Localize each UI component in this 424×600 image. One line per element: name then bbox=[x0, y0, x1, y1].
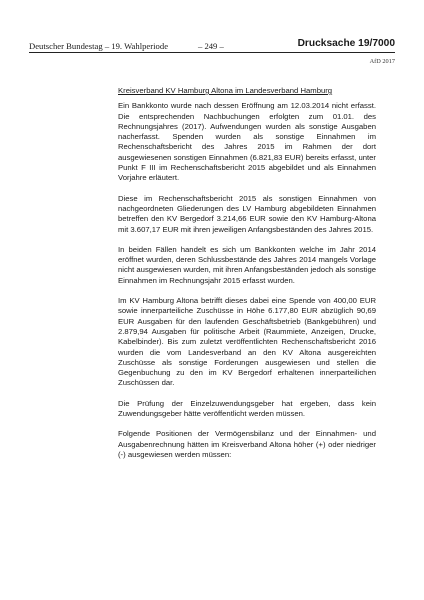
paragraph-kv-altona-details: Im KV Hamburg Altona betrifft dieses dabei eine Spende von 400,00 EUR sowie innerparteiliche Zuschüsse in Höhe 6.177,80 EUR abzüglich 90,69 EUR Ausgaben für den laufenden Geschäftsbetrieb (Bankgebühren) und 2.879,94 Ausgaben für politische Arbeit (Raummiete, Anzeigen, Drucke, Kabelbinder). Bis zum zuletzt veröffentlichten Rechenschaftsbericht 2016 wurden die vom Landesverband an den KV Altona ausgereichten Zuschüsse als sonstige Forderungen ausgewiesen und stellen die Gegenbuchung zu den im KV Bergedorf erhaltenen innerparteilichen Zuschüssen dar. bbox=[118, 296, 376, 388]
paragraph-positions-intro: Folgende Positionen der Vermögensbilanz und der Einnahmen- und Ausgabenrechnung hätten im Kreisverband Altona höher (+) oder niedriger (-) ausgewiesen werden müssen: bbox=[118, 429, 376, 459]
header-page-number: – 249 – bbox=[198, 41, 224, 51]
header-divider bbox=[29, 52, 395, 53]
paragraph-donor-check: Die Prüfung der Einzelzuwendungsgeber hat ergeben, dass kein Zuwendungsgeber hätte veröffentlicht werden müssen. bbox=[118, 398, 376, 419]
header-document-id: Drucksache 19/7000 bbox=[297, 38, 395, 49]
section-body bbox=[118, 86, 376, 470]
paragraph-other-income: Diese im Rechenschaftsbericht 2015 als sonstigen Einnahmen von nachgeordneten Gliederungen des LV Hamburg abgebildeten Einnahmen betreffen den KV Bergedorf 3.214,66 EUR sowie den KV Hamburg-Altona mit 3.607,17 EUR mit ihren jeweiligen Anfangsbeständen des Jahres 2015. bbox=[118, 193, 376, 234]
section-heading: Kreisverband KV Hamburg Altona im Landesverband Hamburg bbox=[118, 86, 333, 95]
reference-code: AfD 2017 bbox=[369, 58, 395, 65]
paragraph-bank-account: Ein Bankkonto wurde nach dessen Eröffnung am 12.03.2014 nicht erfasst. Die entsprechenden Nachbuchungen erfolgten zum 01.01. des Rechnungsjahres (2017). Aufwendungen wurden als sonstige Ausgaben nacherfasst. Spenden wurden als sonstige Einnahmen im Rechenschaftsbericht des Jahres 2015 im Rahmen der dort ausgewiesenen sonstigen Einnahmen (6.821,83 EUR) bereits erfasst, unter Punkt F III im Rechenschaftsbericht 2015 abgebildet und als Einnahmen Vorjahre erläutert. bbox=[118, 101, 376, 183]
paragraph-bank-accounts-2014: In beiden Fällen handelt es sich um Bankkonten welche im Jahr 2014 eröffnet wurden, deren Schlussbestände des Jahres 2014 mangels Vorlage nicht ausgewiesen wurden, mit ihren Anfangsbeständen jedoch als sonstige Einnahmen im Rechnungsjahr 2015 erfasst wurden. bbox=[118, 244, 376, 285]
header-publication: Deutscher Bundestag – 19. Wahlperiode bbox=[29, 41, 169, 51]
